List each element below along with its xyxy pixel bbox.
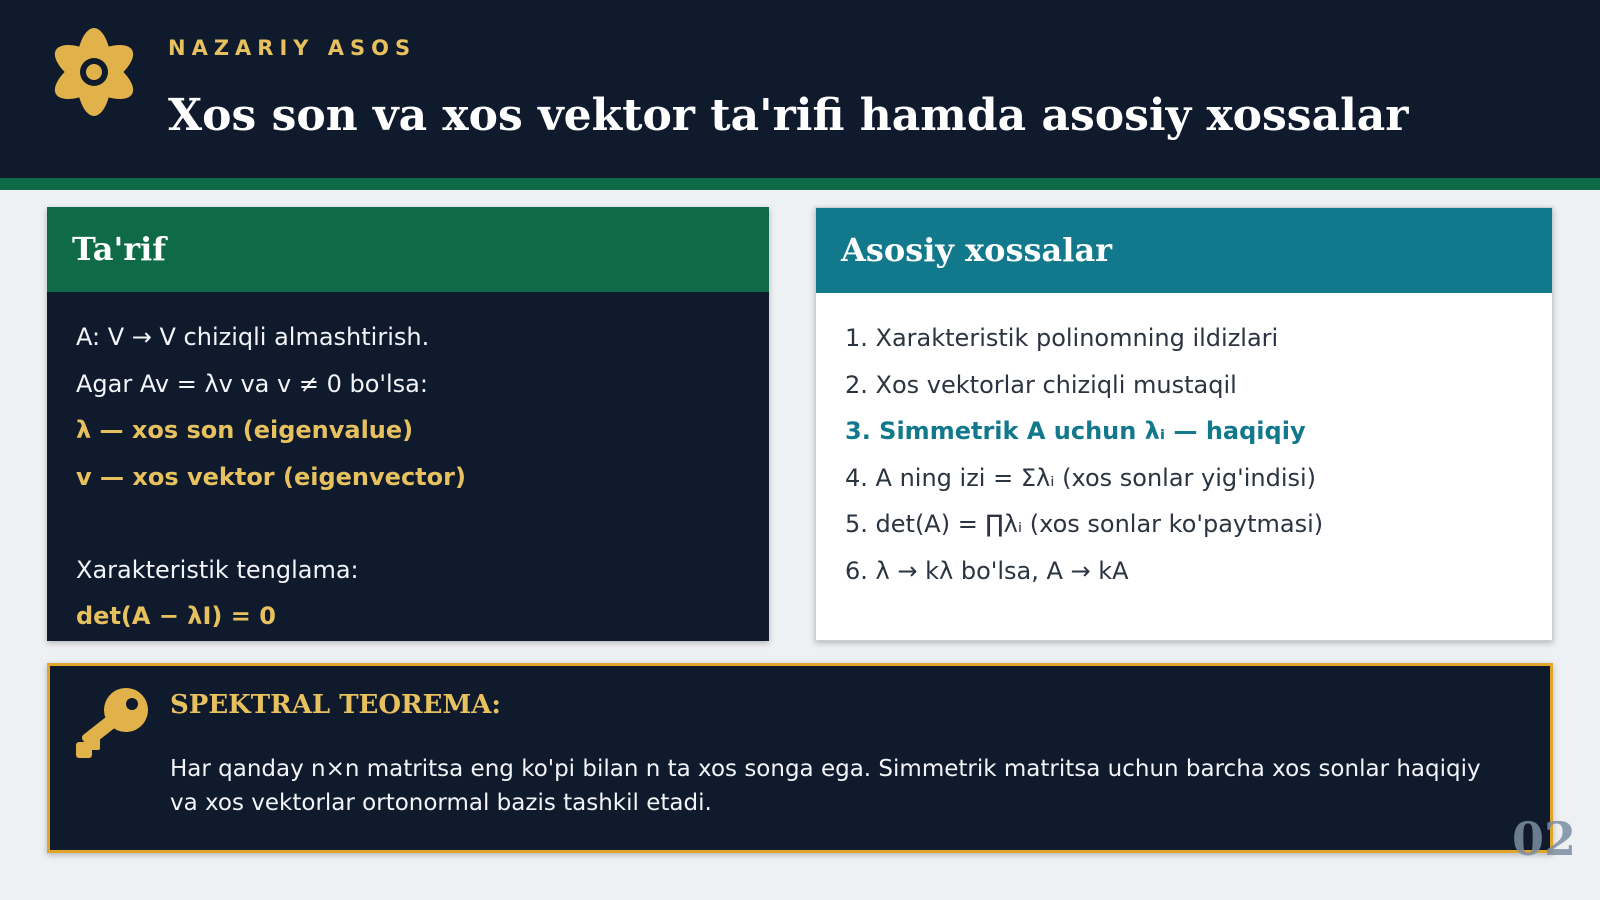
spacer — [76, 500, 741, 547]
page-number: 02 — [1512, 812, 1577, 866]
property-item: 6. λ → kλ bo'lsa, A → kA — [845, 556, 1129, 585]
properties-heading: Asosiy xossalar — [816, 208, 1552, 293]
section-kicker: NAZARIY ASOS — [168, 36, 417, 60]
key-icon — [72, 684, 152, 764]
theorem-callout — [47, 663, 1553, 853]
property-item: 5. det(A) = ∏λᵢ (xos sonlar ko'paytmasi) — [845, 510, 1324, 538]
property-item: 1. Xarakteristik polinomning ildizlari — [845, 324, 1279, 352]
definition-line: A: V → V chiziqli almashtirish. — [76, 323, 430, 351]
page-title: Xos son va xos vektor ta'rifi hamda asosiy xossalar — [168, 90, 1409, 141]
header-stripe — [0, 178, 1600, 190]
atom-icon — [46, 20, 142, 124]
characteristic-equation: det(A − λI) = 0 — [76, 602, 276, 630]
eigenvector-line: v — xos vektor (eigenvector) — [76, 462, 466, 491]
property-item: 2. Xos vektorlar chiziqli mustaqil — [845, 370, 1237, 399]
header-bar — [0, 0, 1600, 178]
property-item: 4. A ning izi = Σλᵢ (xos sonlar yig'indisi) — [845, 463, 1317, 492]
definition-body — [47, 292, 769, 640]
characteristic-label: Xarakteristik tenglama: — [76, 555, 359, 584]
definition-line: Agar Av = λv va v ≠ 0 bo'lsa: — [76, 369, 428, 398]
definition-heading: Ta'rif — [47, 207, 769, 292]
property-item-highlight: 3. Simmetrik A uchun λᵢ — haqiqiy — [845, 417, 1306, 445]
definition-card — [47, 207, 769, 641]
properties-list — [816, 293, 1552, 594]
eigenvalue-line: λ — xos son (eigenvalue) — [76, 416, 414, 444]
properties-card — [815, 207, 1553, 641]
theorem-title: SPEKTRAL TEOREMA: — [170, 690, 501, 720]
theorem-text: Har qanday n×n matritsa eng ko'pi bilan n ta xos songa ega. Simmetrik matritsa uchun barcha xos sonlar haqiqiy va xos vektorlar ortonormal bazis tashkil etadi. — [170, 756, 1481, 816]
